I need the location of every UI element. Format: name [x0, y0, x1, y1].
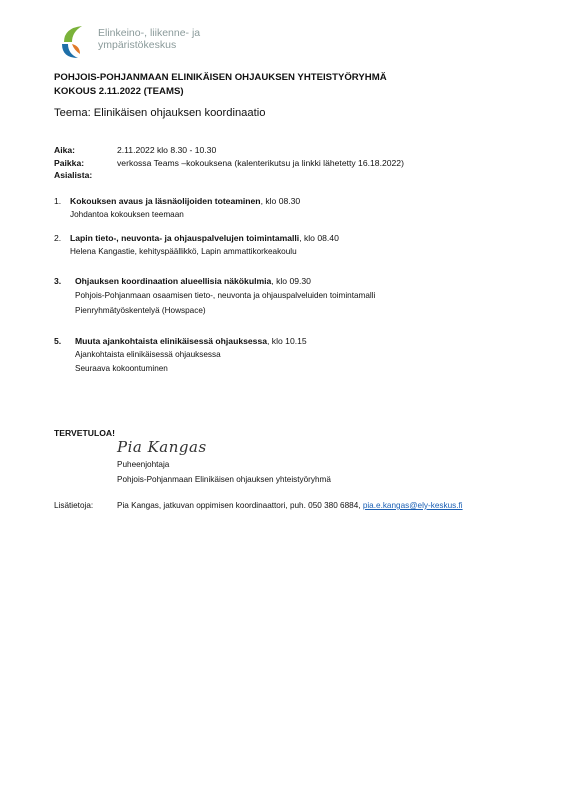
time-value: 2.11.2022 klo 8.30 - 10.30 — [117, 145, 217, 155]
agenda-item-heading: Muuta ajankohtaista elinikäisessä ohjauksessa, klo 10.15 — [75, 336, 307, 346]
agenda-item-heading: Ohjauksen koordinaation alueellisia näkökulmia, klo 09.30 — [75, 276, 311, 286]
meeting-title: KOKOUS 2.11.2022 (TEAMS) — [54, 86, 184, 97]
agenda-item-detail: Helena Kangastie, kehityspäällikkö, Lapin ammattikorkeakoulu — [70, 247, 297, 256]
theme-line: Teema: Elinikäisen ohjauksen koordinaatio — [54, 107, 266, 119]
agenda-item-number: 1. — [54, 196, 62, 206]
info-label: Lisätietoja: — [54, 501, 94, 510]
agenda-item-heading: Lapin tieto-, neuvonta- ja ohjauspalvelujen toimintamalli, klo 08.40 — [70, 233, 339, 243]
info-line — [117, 501, 463, 510]
logo-line-2: ympäristökeskus — [98, 39, 177, 51]
agenda-item-detail: Pohjois-Pohjanmaan osaamisen tieto-, neuvonta ja ohjauspalveluiden toimintamalli — [75, 291, 376, 300]
time-label: Aika: — [54, 145, 76, 155]
document-title: POHJOIS-POHJANMAAN ELINIKÄISEN OHJAUKSEN YHTEISTYÖRYHMÄ — [54, 72, 387, 83]
ely-logo — [58, 22, 258, 68]
logo-text — [98, 27, 200, 51]
signer-organization: Pohjois-Pohjanmaan Elinikäisen ohjauksen yhteistyöryhmä — [117, 475, 331, 484]
logo-line-1: Elinkeino-, liikenne- ja — [98, 27, 201, 39]
agenda-item-detail: Ajankohtaista elinikäisessä ohjauksessa — [75, 350, 221, 359]
agenda-item-number: 2. — [54, 233, 62, 243]
place-label: Paikka: — [54, 158, 85, 168]
place-value: verkossa Teams –kokouksena (kalenterikutsu ja linkki lähetetty 16.18.2022) — [117, 158, 404, 168]
agenda-label: Asialista: — [54, 170, 93, 180]
ely-logo-mark-icon — [58, 24, 94, 60]
agenda-item-detail: Johdantoa kokouksen teemaan — [70, 210, 184, 219]
agenda-item-heading: Kokouksen avaus ja läsnäolijoiden toteaminen, klo 08.30 — [70, 196, 301, 206]
signature: Pia Kangas — [117, 438, 207, 456]
welcome-text: TERVETULOA! — [54, 428, 115, 438]
contact-email-link[interactable]: pia.e.kangas@ely-keskus.fi — [362, 501, 463, 510]
agenda-item-detail: Pienryhmätyöskentelyä (Howspace) — [75, 306, 206, 315]
agenda-item-detail: Seuraava kokoontuminen — [75, 364, 168, 373]
signer-title: Puheenjohtaja — [117, 460, 170, 469]
agenda-item-number: 3. — [54, 276, 62, 286]
info-text: Pia Kangas, jatkuvan oppimisen koordinaattori, puh. 050 380 6884, — [117, 501, 361, 510]
agenda-item-number: 5. — [54, 336, 62, 346]
